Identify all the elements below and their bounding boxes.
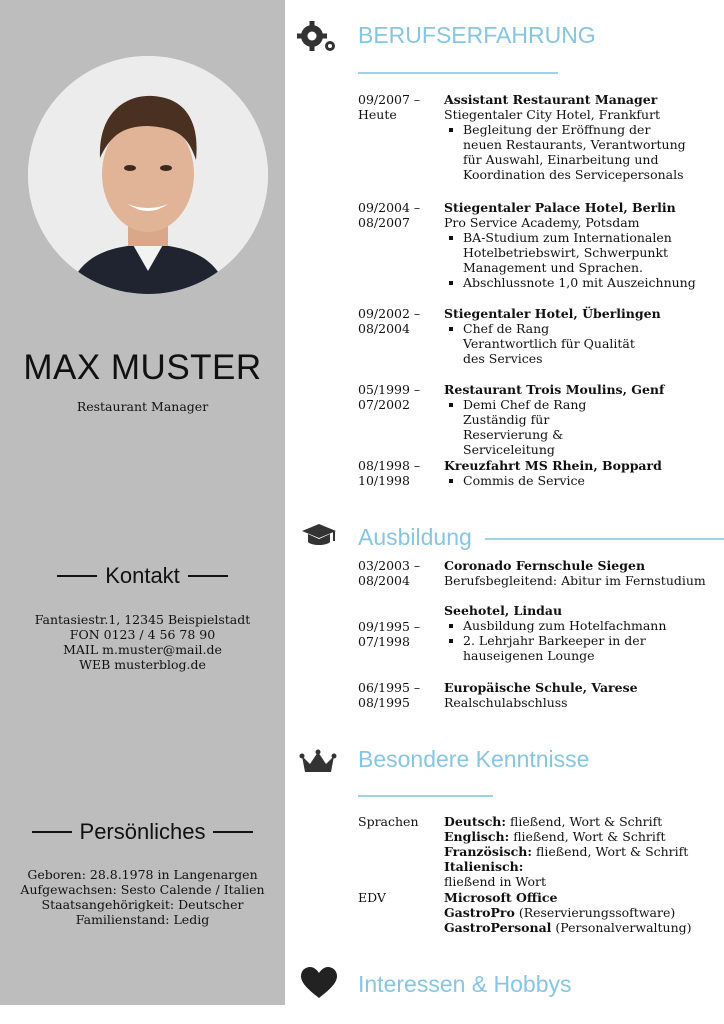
- edv-label: EDV: [358, 890, 386, 905]
- experience-date: 09/2007 – Heute: [358, 92, 421, 122]
- experience-entry: Assistant Restaurant Manager Stiegentaler City Hotel, Frankfurt Begleitung der Eröffnung der neuen Restaurants, Verantwortung für Auswahl, Einarbeitung und Koordination des Servicepersonals: [444, 92, 724, 182]
- experience-date: 09/2004 – 08/2007: [358, 200, 421, 230]
- languages-list: Deutsch: fließend, Wort & Schrift Englisch: fließend, Wort & Schrift Französisch: fließend, Wort & Schrift Italienisch: fließend in Wort: [444, 814, 689, 889]
- person-name: MAX MUSTER: [23, 348, 262, 387]
- graduation-cap-icon: [300, 521, 340, 555]
- experience-date: 09/2002 – 08/2004: [358, 306, 421, 336]
- education-date: 06/1995 – 08/1995: [358, 680, 421, 710]
- experience-entry: Stiegentaler Hotel, Überlingen Chef de Rang Verantwortlich für Qualität des Services: [444, 306, 661, 366]
- experience-date: 08/1998 – 10/1998: [358, 458, 421, 488]
- experience-rule: [358, 72, 558, 74]
- education-date: 09/1995 – 07/1998: [358, 619, 421, 649]
- experience-entry: Restaurant Trois Moulins, Genf Demi Chef de Rang Zuständig für Reservierung & Serviceleitung: [444, 382, 665, 457]
- education-rule: [485, 538, 724, 540]
- languages-label: Sprachen: [358, 814, 419, 829]
- crown-icon: [299, 746, 339, 780]
- edv-list: Microsoft Office GastroPro (Reservierungssoftware) GastroPersonal (Personalverwaltung): [444, 890, 692, 935]
- personal-details: Geboren: 28.8.1978 in Langenargen Aufgewachsen: Sesto Calende / Italien Staatsangehörigkeit: Deutscher Familienstand: Ledig: [20, 867, 265, 927]
- skills-rule: [358, 795, 493, 797]
- education-date: 03/2003 – 08/2004: [358, 558, 421, 588]
- experience-heading: BERUFSERFAHRUNG: [358, 22, 596, 48]
- experience-entry: Kreuzfahrt MS Rhein, Boppard Commis de Service: [444, 458, 724, 488]
- hobbies-heading: Interessen & Hobbys: [358, 971, 572, 997]
- contact-details: Fantasiestr.1, 12345 Beispielstadt FON 0123 / 4 56 78 90 MAIL m.muster@mail.de WEB musterblog.de: [34, 612, 251, 672]
- education-entry: Seehotel, Lindau Ausbildung zum Hotelfachmann 2. Lehrjahr Barkeeper in der hauseigenen Lounge: [444, 603, 724, 663]
- heart-icon: [300, 966, 340, 1000]
- personal-heading: Persönliches: [0, 819, 285, 845]
- profile-photo: [28, 56, 268, 294]
- education-entry: Europäische Schule, Varese Realschulabschluss: [444, 680, 638, 710]
- gears-icon: [297, 20, 337, 54]
- education-heading: Ausbildung: [358, 524, 472, 550]
- experience-entry: Stiegentaler Palace Hotel, Berlin Pro Service Academy, Potsdam BA-Studium zum Internationalen Hotelbetriebswirt, Schwerpunkt Management und Sprachen. Abschlussnote 1,0 mit Auszeichnung: [444, 200, 724, 290]
- skills-heading: Besondere Kenntnisse: [358, 746, 590, 772]
- experience-date: 05/1999 – 07/2002: [358, 382, 421, 412]
- job-title: Restaurant Manager: [76, 399, 209, 414]
- education-entry: Coronado Fernschule Siegen Berufsbegleitend: Abitur im Fernstudium: [444, 558, 706, 588]
- sidebar: [0, 0, 285, 1005]
- contact-heading: Kontakt: [0, 563, 285, 589]
